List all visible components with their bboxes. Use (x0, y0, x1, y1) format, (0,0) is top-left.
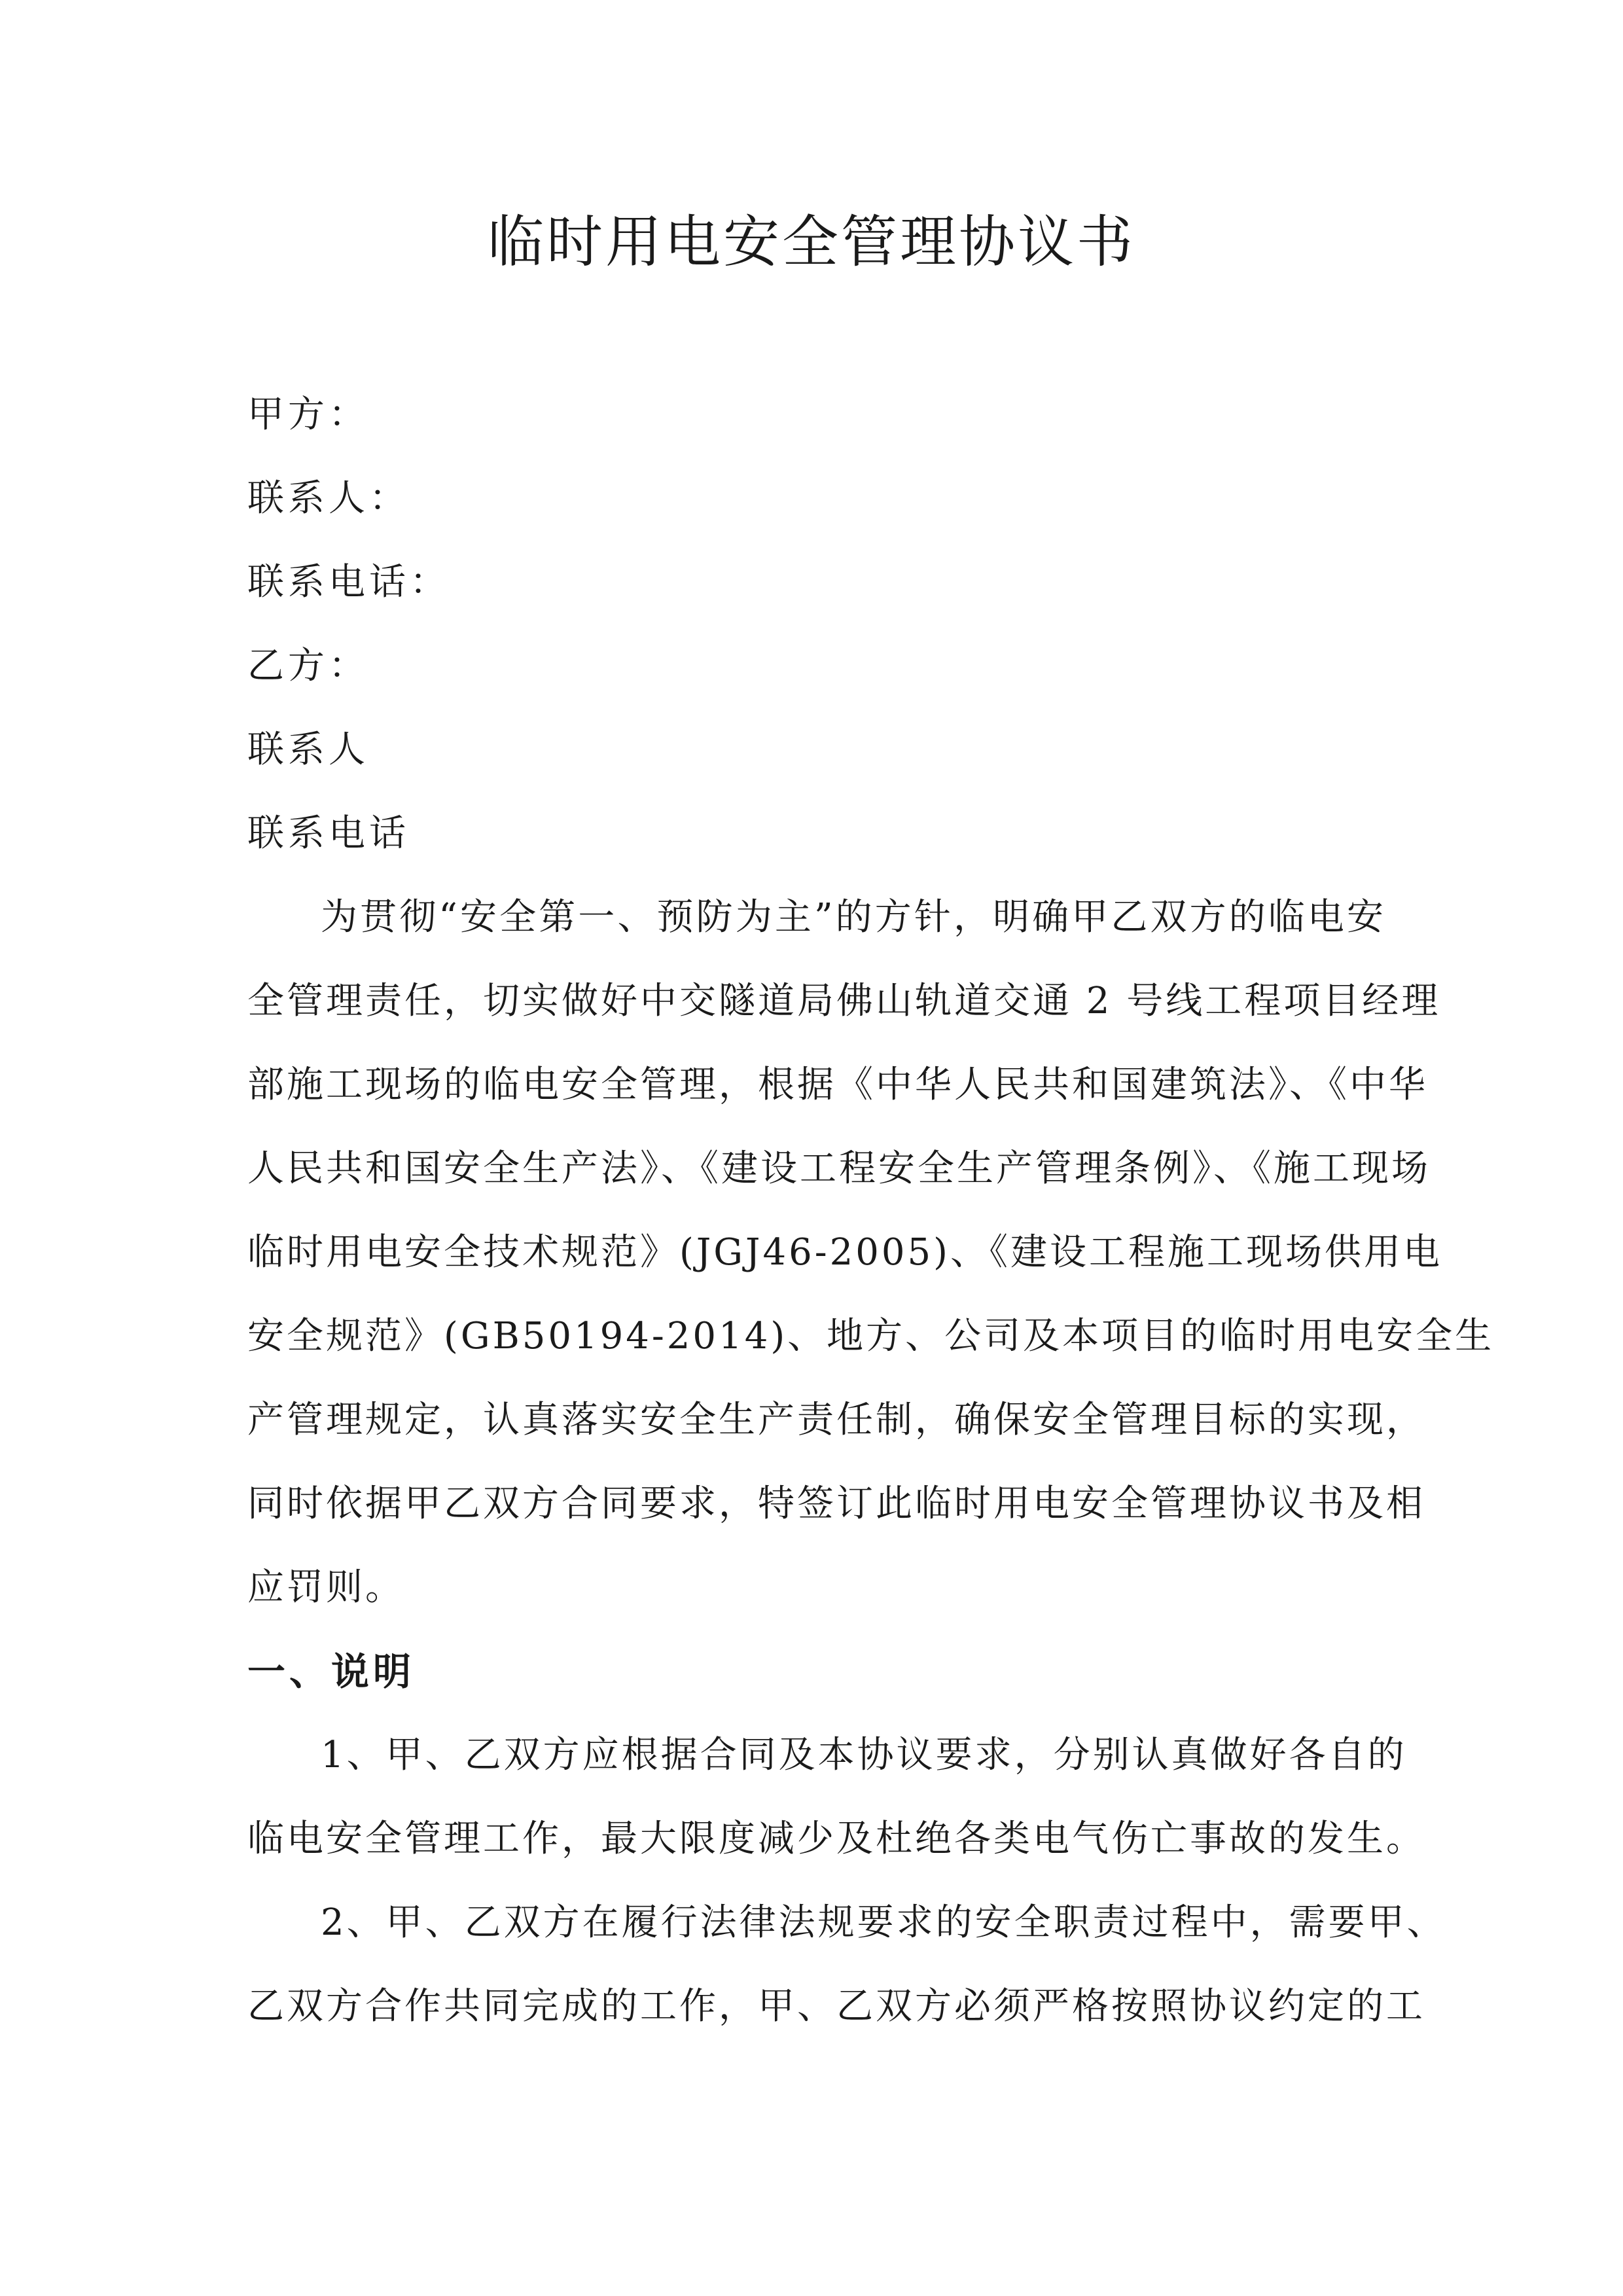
intro-line: 为贯彻“安全第一、预防为主”的方针，明确甲乙双方的临电安 (321, 896, 1386, 939)
party-b-phone-label: 联系电话 (247, 812, 410, 855)
intro-paragraph (247, 876, 1495, 1630)
parties-block (247, 373, 1393, 876)
clause-2-line: 乙双方合作共同完成的工作，甲、乙双方必须严格按照协议约定的工 (247, 1985, 1425, 2028)
intro-line: 临时用电安全技术规范》(JGJ46-2005)、《建设工程施工现场供用电 (247, 1231, 1443, 1274)
clause-1-line: 临电安全管理工作，最大限度减少及杜绝各类电气伤亡事故的发生。 (247, 1818, 1425, 1860)
intro-line: 部施工现场的临电安全管理，根据《中华人民共和国建筑法》、《中华 (247, 1064, 1428, 1106)
section-1-heading: 一、说明 (247, 1649, 416, 1694)
intro-line: 全管理责任，切实做好中交隧道局佛山轨道交通 2 号线工程项目经理 (247, 980, 1441, 1022)
party-b-label: 乙方： (247, 645, 369, 687)
intro-line: 人民共和国安全生产法》、《建设工程安全生产管理条例》、《施工现场 (247, 1147, 1431, 1190)
intro-line: 应罚则。 (247, 1566, 404, 1609)
clause-1-line: 1、甲、乙双方应根据合同及本协议要求，分别认真做好各自的 (321, 1734, 1407, 1776)
section-1 (247, 1630, 1446, 2049)
party-a-contact-label: 联系人： (247, 477, 410, 520)
intro-line: 产管理规定，认真落实安全生产责任制，确保安全管理目标的实现， (247, 1399, 1425, 1441)
clause-2-line: 2、甲、乙双方在履行法律法规要求的安全职责过程中，需要甲、 (321, 1901, 1446, 1944)
intro-line: 安全规范》(GB50194-2014)、地方、公司及本项目的临时用电安全生 (247, 1315, 1495, 1357)
party-a-label: 甲方： (247, 393, 369, 436)
document-title: 临时用电安全管理协议书 (488, 209, 1135, 275)
intro-line: 同时依据甲乙双方合同要求，特签订此临时用电安全管理协议书及相 (247, 1482, 1425, 1525)
party-a-phone-label: 联系电话： (247, 561, 450, 603)
party-b-contact-label: 联系人 (247, 728, 369, 771)
